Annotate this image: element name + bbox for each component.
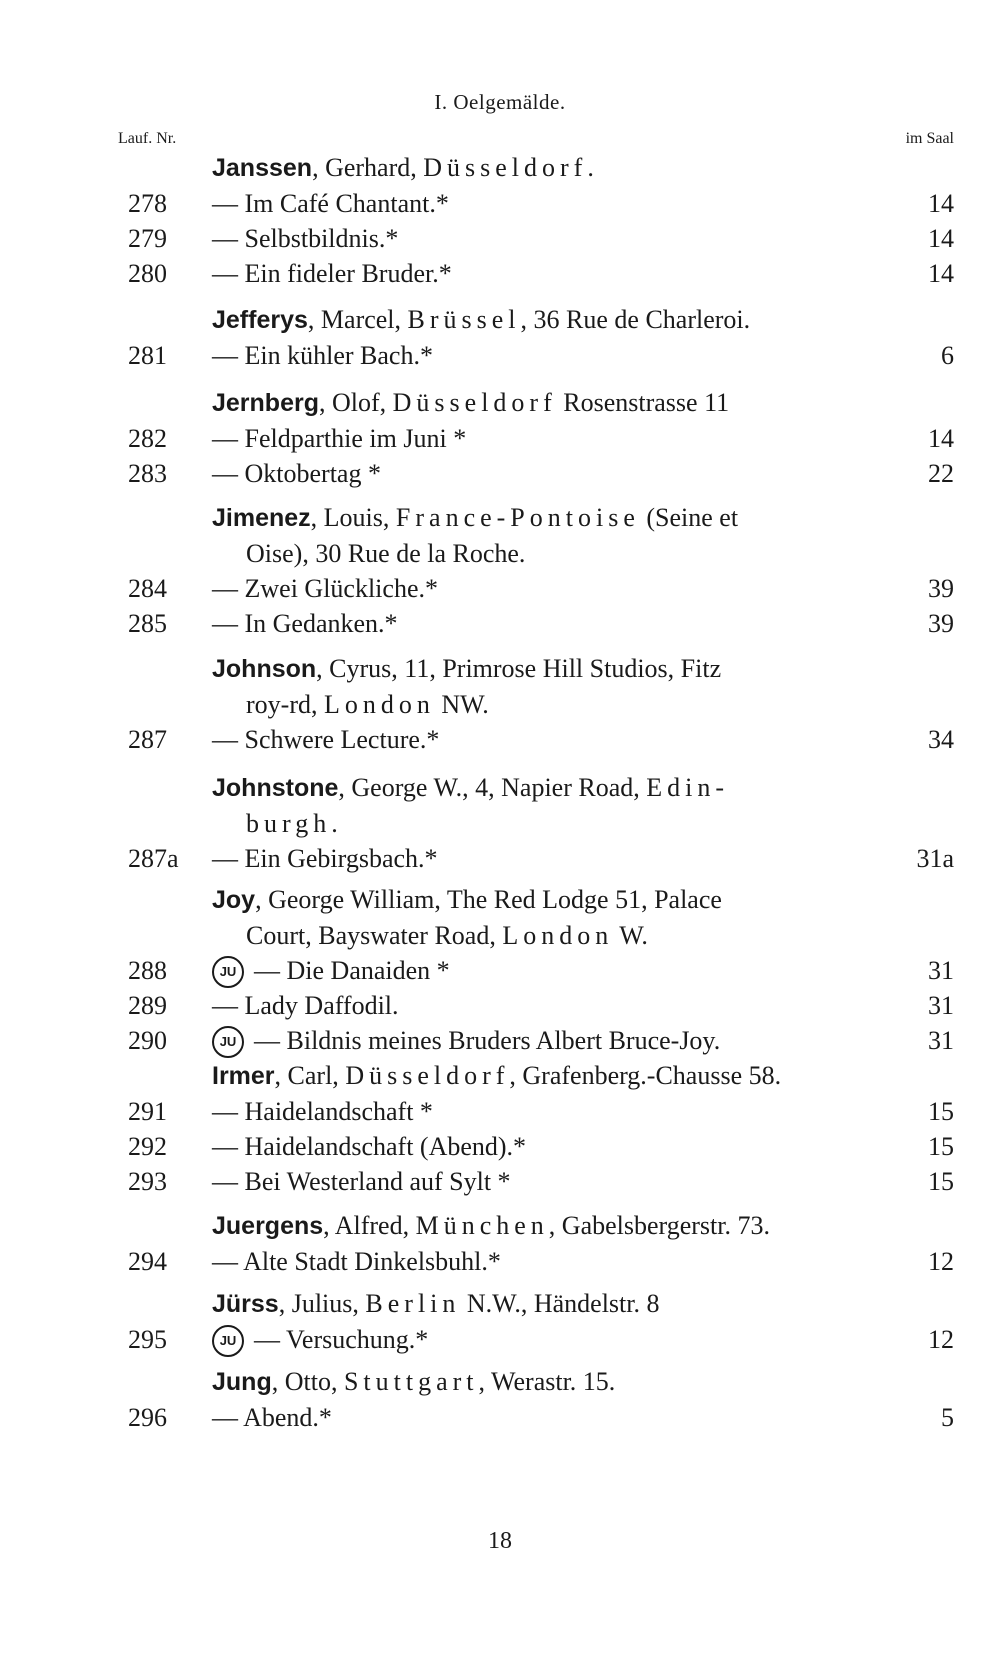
catalog-number: 281: [128, 341, 167, 370]
artwork-title: — Im Café Chantant.*: [212, 189, 449, 218]
artwork-title-cell: [212, 988, 399, 1023]
artist-details: , Gerhard,: [312, 153, 424, 182]
artist-heading: [212, 500, 922, 571]
artist-heading: [212, 1058, 922, 1094]
room-number: 5: [941, 1403, 954, 1432]
artist-city: Stuttgart: [343, 1367, 479, 1396]
artwork-title-cell: [212, 1164, 511, 1199]
address-city: burgh.: [246, 809, 343, 838]
artist-city: Edin-: [646, 773, 730, 802]
artwork-row: [0, 456, 1000, 491]
room-number: 39: [928, 609, 954, 638]
catalog-number: 285: [128, 609, 167, 638]
artwork-title: — Haidelandschaft *: [212, 1097, 433, 1126]
artwork-title-cell: [212, 841, 438, 876]
artwork-row: [0, 571, 1000, 606]
artwork-title-cell: [212, 1322, 428, 1357]
artwork-row: [0, 988, 1000, 1023]
artist-entry: [0, 500, 1000, 641]
artist-details: , Louis,: [310, 503, 396, 532]
artist-details: , Olof,: [318, 388, 393, 417]
artist-details: , Julius,: [278, 1289, 366, 1318]
catalog-number: 288: [128, 956, 167, 985]
artwork-row: [0, 606, 1000, 641]
artwork-title: — Versuchung.*: [254, 1325, 429, 1354]
artist-details: , Carl,: [274, 1061, 346, 1090]
artist-details: , Marcel,: [307, 305, 408, 334]
address-city: London: [502, 921, 614, 950]
jury-stamp-icon: JU: [212, 1026, 244, 1058]
artwork-title: — Haidelandschaft (Abend).*: [212, 1132, 527, 1161]
artist-city: Berlin: [365, 1289, 461, 1318]
room-number: 22: [928, 459, 954, 488]
artist-name: Joy: [212, 886, 256, 914]
artist-details: , Alfred,: [323, 1211, 416, 1240]
artist-name: Jefferys: [212, 306, 308, 334]
artwork-title: — Selbstbildnis.*: [212, 224, 399, 253]
jury-stamp-icon: JU: [212, 1325, 244, 1357]
artwork-title-cell: [212, 1094, 433, 1129]
artist-name: Irmer: [212, 1062, 275, 1090]
artwork-title: — Abend.*: [212, 1403, 332, 1432]
artist-heading: [212, 1208, 922, 1244]
artwork-title: — Oktobertag *: [212, 459, 381, 488]
room-number: 34: [928, 725, 954, 754]
address-line: Oise), 30 Rue de la Roche.: [246, 539, 526, 568]
artist-entry: [0, 882, 1000, 1058]
room-number: 14: [928, 189, 954, 218]
artwork-title-cell: [212, 571, 438, 606]
artist-heading: [212, 1286, 922, 1322]
artist-entry: [0, 1058, 1000, 1199]
room-number: 31: [928, 991, 954, 1020]
artist-entry: [0, 770, 1000, 876]
room-number: 12: [928, 1325, 954, 1354]
catalog-number: 279: [128, 224, 167, 253]
catalog-number: 287: [128, 725, 167, 754]
artwork-row: [0, 1244, 1000, 1279]
artist-city: Düsseldorf: [392, 388, 557, 417]
catalog-number: 290: [128, 1026, 167, 1055]
artist-heading: [212, 770, 922, 841]
catalog-number: 284: [128, 574, 167, 603]
address-line: Court, Bayswater Road,: [246, 921, 503, 950]
artwork-title: — Lady Daffodil.: [212, 991, 399, 1020]
catalog-number: 278: [128, 189, 167, 218]
artist-address: (Seine et: [639, 503, 739, 532]
artist-name: Jernberg: [212, 389, 319, 417]
artwork-row: [0, 1322, 1000, 1357]
artist-details: , Otto,: [271, 1367, 344, 1396]
room-number: 39: [928, 574, 954, 603]
jury-stamp-icon: JU: [212, 956, 244, 988]
room-number: 31: [928, 1026, 954, 1055]
room-number: 15: [928, 1167, 954, 1196]
artist-address-continued: [212, 536, 922, 571]
artist-name: Juergens: [212, 1212, 324, 1240]
catalog-number: 280: [128, 259, 167, 288]
artwork-title-cell: [212, 722, 439, 757]
artist-heading: [212, 651, 922, 722]
artwork-title-cell: [212, 256, 452, 291]
artist-address: N.W., Händelstr. 8: [460, 1289, 660, 1318]
artwork-title: — Schwere Lecture.*: [212, 725, 440, 754]
address-tail: NW.: [434, 690, 489, 719]
column-header-room: im Saal: [905, 130, 954, 147]
catalog-number: 283: [128, 459, 167, 488]
artwork-title-cell: [212, 456, 381, 491]
room-number: 31a: [916, 844, 954, 873]
artist-entry: [0, 385, 1000, 491]
artist-city: France-Pontoise: [395, 503, 640, 532]
artwork-title: — Alte Stadt Dinkelsbuhl.*: [212, 1247, 501, 1276]
artwork-row: [0, 338, 1000, 373]
room-number: 12: [928, 1247, 954, 1276]
artist-entry: [0, 651, 1000, 757]
artist-details: , George W., 4, Napier Road,: [338, 773, 647, 802]
artwork-title: — Zwei Glückliche.*: [212, 574, 438, 603]
address-city: London: [323, 690, 435, 719]
catalog-number: 296: [128, 1403, 167, 1432]
catalog-number: 287a: [128, 844, 179, 873]
artwork-row: [0, 1400, 1000, 1435]
artwork-title-cell: [212, 1244, 501, 1279]
artist-address-continued: [212, 687, 922, 722]
artwork-title: — In Gedanken.*: [212, 609, 398, 638]
artwork-row: [0, 1023, 1000, 1058]
artwork-title-cell: [212, 1023, 720, 1058]
artist-address: , Gabelsbergerstr. 73.: [548, 1211, 770, 1240]
artwork-row: [0, 186, 1000, 221]
artist-entry: [0, 1364, 1000, 1435]
room-number: 15: [928, 1097, 954, 1126]
artist-entry: [0, 1286, 1000, 1357]
artwork-title: — Feldparthie im Juni *: [212, 424, 467, 453]
artwork-title-cell: [212, 606, 398, 641]
artist-heading: [212, 882, 922, 953]
artist-name: Janssen: [212, 154, 313, 182]
address-line: roy-rd,: [246, 690, 324, 719]
room-number: 15: [928, 1132, 954, 1161]
room-number: 31: [928, 956, 954, 985]
artwork-row: [0, 1094, 1000, 1129]
artist-city: Düsseldorf.: [423, 153, 599, 182]
room-number: 14: [928, 259, 954, 288]
artist-city: Düsseldorf: [345, 1061, 510, 1090]
artist-heading: [212, 150, 922, 186]
artwork-title-cell: [212, 221, 398, 256]
section-title: I. Oelgemälde.: [434, 90, 566, 114]
artist-heading: [212, 302, 922, 338]
catalog-number: 294: [128, 1247, 167, 1276]
catalog-number: 289: [128, 991, 167, 1020]
catalog-number: 293: [128, 1167, 167, 1196]
artwork-title: — Bildnis meines Bruders Albert Bruce-Joy.: [254, 1026, 721, 1055]
artist-heading: [212, 385, 922, 421]
artwork-title-cell: [212, 338, 433, 373]
artwork-row: [0, 841, 1000, 876]
artwork-title: — Die Danaiden *: [254, 956, 450, 985]
artwork-row: [0, 953, 1000, 988]
artwork-row: [0, 722, 1000, 757]
artwork-title: — Ein Gebirgsbach.*: [212, 844, 438, 873]
catalog-number: 295: [128, 1325, 167, 1354]
artwork-row: [0, 1129, 1000, 1164]
artwork-row: [0, 1164, 1000, 1199]
artist-address-continued: [212, 806, 922, 841]
column-header-number: Lauf. Nr.: [118, 130, 177, 147]
catalog-number: 291: [128, 1097, 167, 1126]
artist-address: , Werastr. 15.: [478, 1367, 616, 1396]
room-number: 6: [941, 341, 954, 370]
artwork-row: [0, 221, 1000, 256]
room-number: 14: [928, 424, 954, 453]
artwork-title-cell: [212, 1129, 526, 1164]
artwork-title: — Ein fideler Bruder.*: [212, 259, 452, 288]
artwork-title: — Bei Westerland auf Sylt *: [212, 1167, 511, 1196]
artwork-title-cell: [212, 186, 449, 221]
catalog-number: 292: [128, 1132, 167, 1161]
artist-heading: [212, 1364, 922, 1400]
artist-entry: [0, 302, 1000, 373]
artist-details: , Cyrus, 11, Primrose Hill Studios, Fitz: [316, 654, 722, 683]
artist-address-continued: [212, 918, 922, 953]
artist-name: Johnson: [212, 655, 317, 683]
artist-details: , George William, The Red Lodge 51, Palace: [255, 885, 722, 914]
artwork-row: [0, 421, 1000, 456]
artist-address: Rosenstrasse 11: [556, 388, 730, 417]
catalog-number: 282: [128, 424, 167, 453]
artwork-title-cell: [212, 1400, 332, 1435]
artist-name: Jimenez: [212, 504, 311, 532]
artwork-row: [0, 256, 1000, 291]
artist-address: , Grafenberg.-Chausse 58.: [509, 1061, 782, 1090]
artwork-title-cell: [212, 953, 450, 988]
artist-city: Brüssel: [407, 305, 521, 334]
address-tail: W.: [613, 921, 648, 950]
artist-name: Jürss: [212, 1290, 279, 1318]
room-number: 14: [928, 224, 954, 253]
artist-entry: [0, 150, 1000, 291]
artist-city: München: [415, 1211, 549, 1240]
artist-name: Johnstone: [212, 774, 339, 802]
artwork-title-cell: [212, 421, 466, 456]
artist-name: Jung: [212, 1368, 272, 1396]
artist-entry: [0, 1208, 1000, 1279]
artwork-title: — Ein kühler Bach.*: [212, 341, 433, 370]
artist-address: , 36 Rue de Charleroi.: [520, 305, 751, 334]
page-number: 18: [488, 1528, 512, 1554]
